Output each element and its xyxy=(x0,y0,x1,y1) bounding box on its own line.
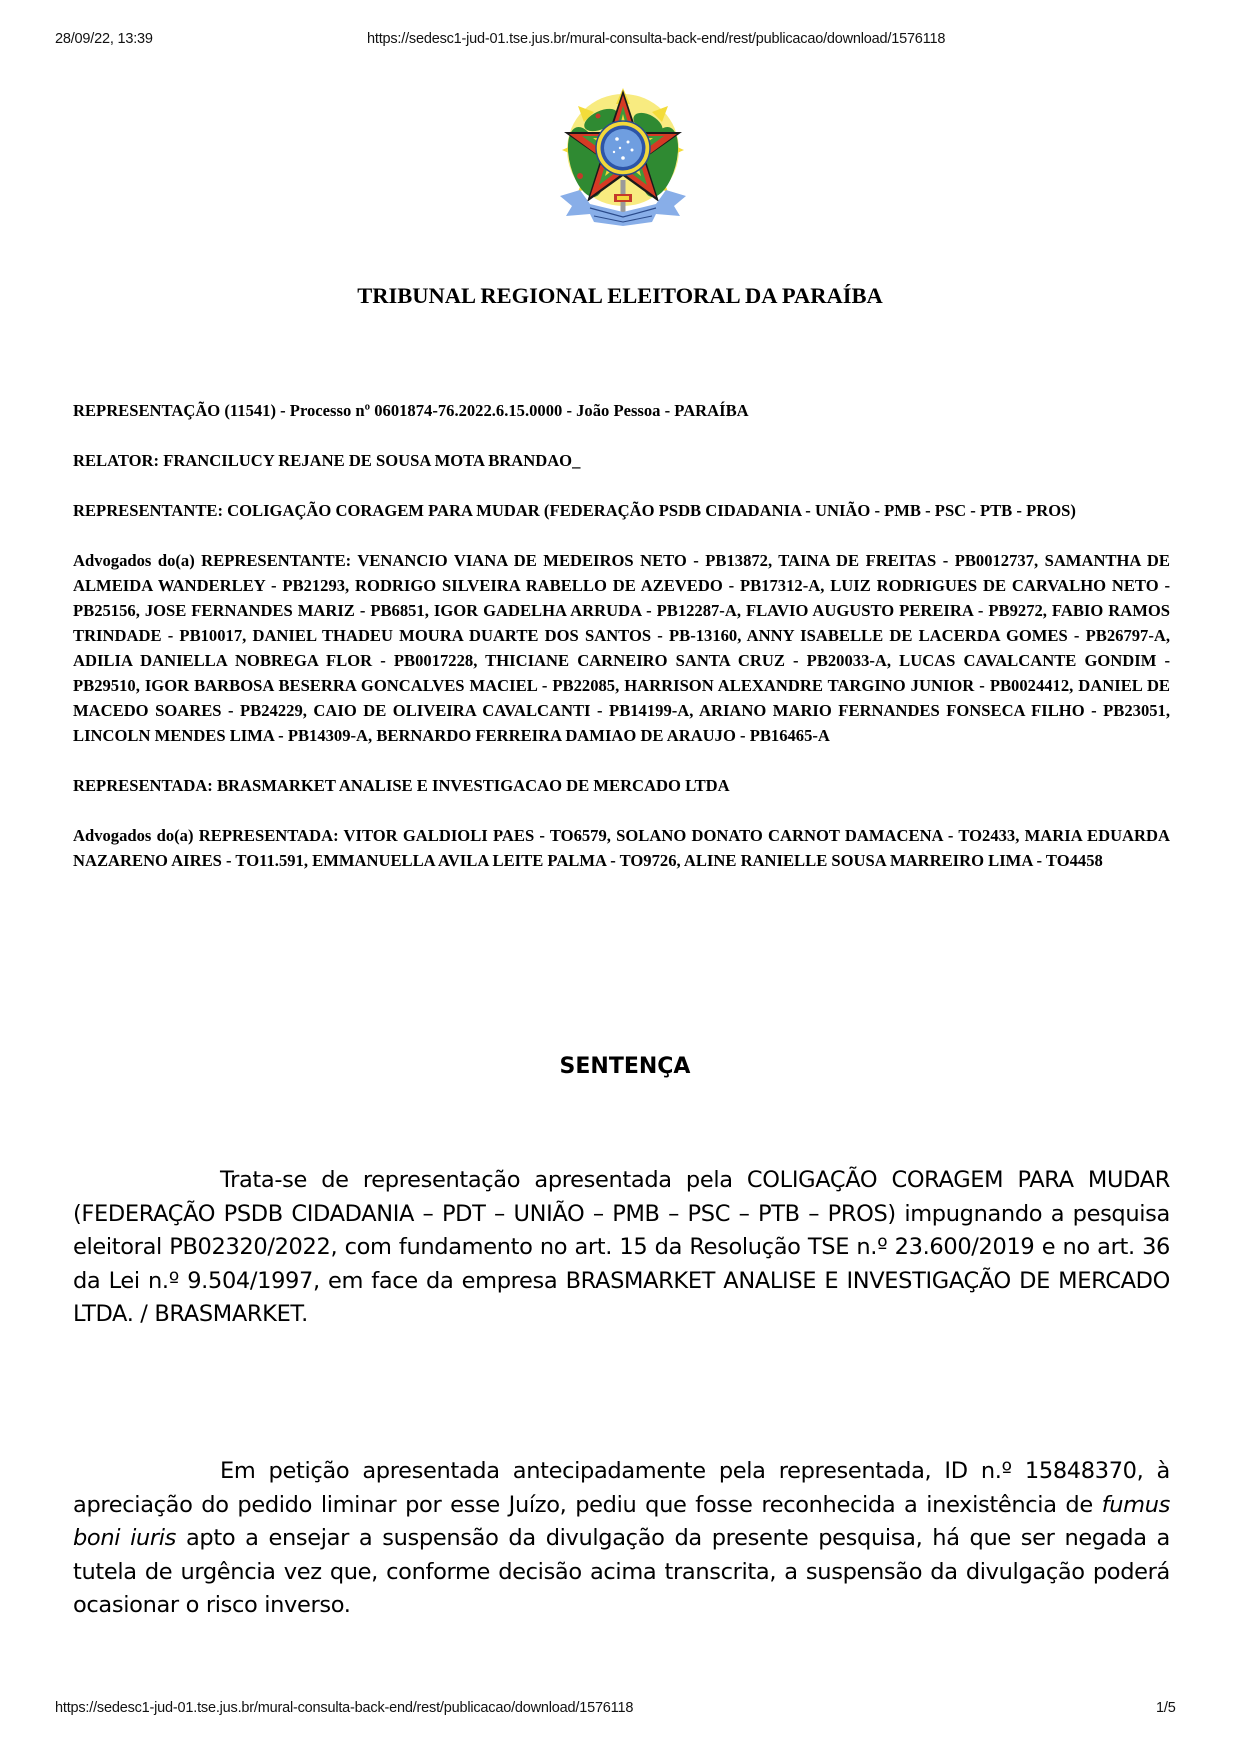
sentence-paragraph-1 xyxy=(73,1164,1170,1332)
sentence-paragraph-2 xyxy=(73,1455,1170,1623)
case-metadata xyxy=(73,398,1170,873)
representante-line: REPRESENTANTE: COLIGAÇÃO CORAGEM PARA MUDAR (FEDERAÇÃO PSDB CIDADANIA - UNIÃO - PMB - PSC - PTB - PROS) xyxy=(73,501,1076,520)
relator-trailing-underscore: _ xyxy=(572,451,581,470)
process-line: REPRESENTAÇÃO (11541) - Processo nº 0601874-76.2022.6.15.0000 - João Pessoa - PARAÍBA xyxy=(73,401,749,420)
sentence-title: SENTENÇA xyxy=(559,1054,691,1079)
print-footer-url: https://sedesc1-jud-01.tse.jus.br/mural-consulta-back-end/rest/publicacao/download/1576118 xyxy=(55,1700,634,1716)
court-title: TRIBUNAL REGIONAL ELEITORAL DA PARAÍBA xyxy=(357,283,883,308)
relator-name: RELATOR: FRANCILUCY REJANE DE SOUSA MOTA BRANDAO xyxy=(73,451,573,470)
paragraph-2-text-b: apto a ensejar a suspensão da divulgação da presente pesquisa, há que ser negada a tutela de urgência vez que, conforme decisão acima transcrita, a suspensão da divulgação poderá ocasionar o risco inverso. xyxy=(73,1525,1170,1618)
paragraph-2-latin-term: fumus boni iuris xyxy=(73,1491,1170,1551)
paragraph-2-text-a: Em petição apresentada antecipadamente pela representada, ID n.º 15848370, à apreciação do pedido liminar por esse Juízo, pediu que fosse reconhecida a inexistência de xyxy=(73,1458,1170,1518)
print-datetime: 28/09/22, 13:39 xyxy=(55,31,153,47)
representada-lawyers: Advogados do(a) REPRESENTADA: VITOR GALDIOLI PAES - TO6579, SOLANO DONATO CARNOT DAMACENA - TO2433, MARIA EDUARDA NAZARENO AIRES - TO11.591, EMMANUELLA AVILA LEITE PALMA - TO9726, ALINE RANIELLE SOUSA MARREIRO LIMA - TO4458 xyxy=(73,826,1170,870)
page-number: 1/5 xyxy=(1156,1700,1176,1716)
brazil-coat-of-arms-icon xyxy=(556,84,690,230)
representada-line: REPRESENTADA: BRASMARKET ANALISE E INVESTIGACAO DE MERCADO LTDA xyxy=(73,776,730,795)
paragraph-1-text: Trata-se de representação apresentada pela COLIGAÇÃO CORAGEM PARA MUDAR (FEDERAÇÃO PSDB CIDADANIA – PDT – UNIÃO – PMB – PSC – PTB – PROS) impugnando a pesquisa eleitoral PB02320/2022, com fundamento no art. 15 da Resolução TSE n.º 23.600/2019 e no art. 36 da Lei n.º 9.504/1997, em face da empresa BRASMARKET ANALISE E INVESTIGAÇÃO DE MERCADO LTDA. / BRASMARKET. xyxy=(73,1167,1170,1327)
relator-line xyxy=(73,448,1170,473)
print-header-url: https://sedesc1-jud-01.tse.jus.br/mural-consulta-back-end/rest/publicacao/download/1576118 xyxy=(367,31,946,47)
representante-lawyers: Advogados do(a) REPRESENTANTE: VENANCIO VIANA DE MEDEIROS NETO - PB13872, TAINA DE FREITAS - PB0012737, SAMANTHA DE ALMEIDA WANDERLEY - PB21293, RODRIGO SILVEIRA RABELLO DE AZEVEDO - PB17312-A, LUIZ RODRIGUES DE CARVALHO NETO - PB25156, JOSE FERNANDES MARIZ - PB6851, IGOR GADELHA ARRUDA - PB12287-A, FLAVIO AUGUSTO PEREIRA - PB9272, FABIO RAMOS TRINDADE - PB10017, DANIEL THADEU MOURA DUARTE DOS SANTOS - PB-13160, ANNY ISABELLE DE LACERDA GOMES - PB26797-A, ADILIA DANIELLA NOBREGA FLOR - PB0017228, THICIANE CARNEIRO SANTA CRUZ - PB20033-A, LUCAS CAVALCANTE GONDIM - PB29510, IGOR BARBOSA BESERRA GONCALVES MACIEL - PB22085, HARRISON ALEXANDRE TARGINO JUNIOR - PB0024412, DANIEL DE MACEDO SOARES - PB24229, CAIO DE OLIVEIRA CAVALCANTI - PB14199-A, ARIANO MARIO FERNANDES FONSECA FILHO - PB23051, LINCOLN MENDES LIMA - PB14309-A, BERNARDO FERREIRA DAMIAO DE ARAUJO - PB16465-A xyxy=(73,551,1170,745)
